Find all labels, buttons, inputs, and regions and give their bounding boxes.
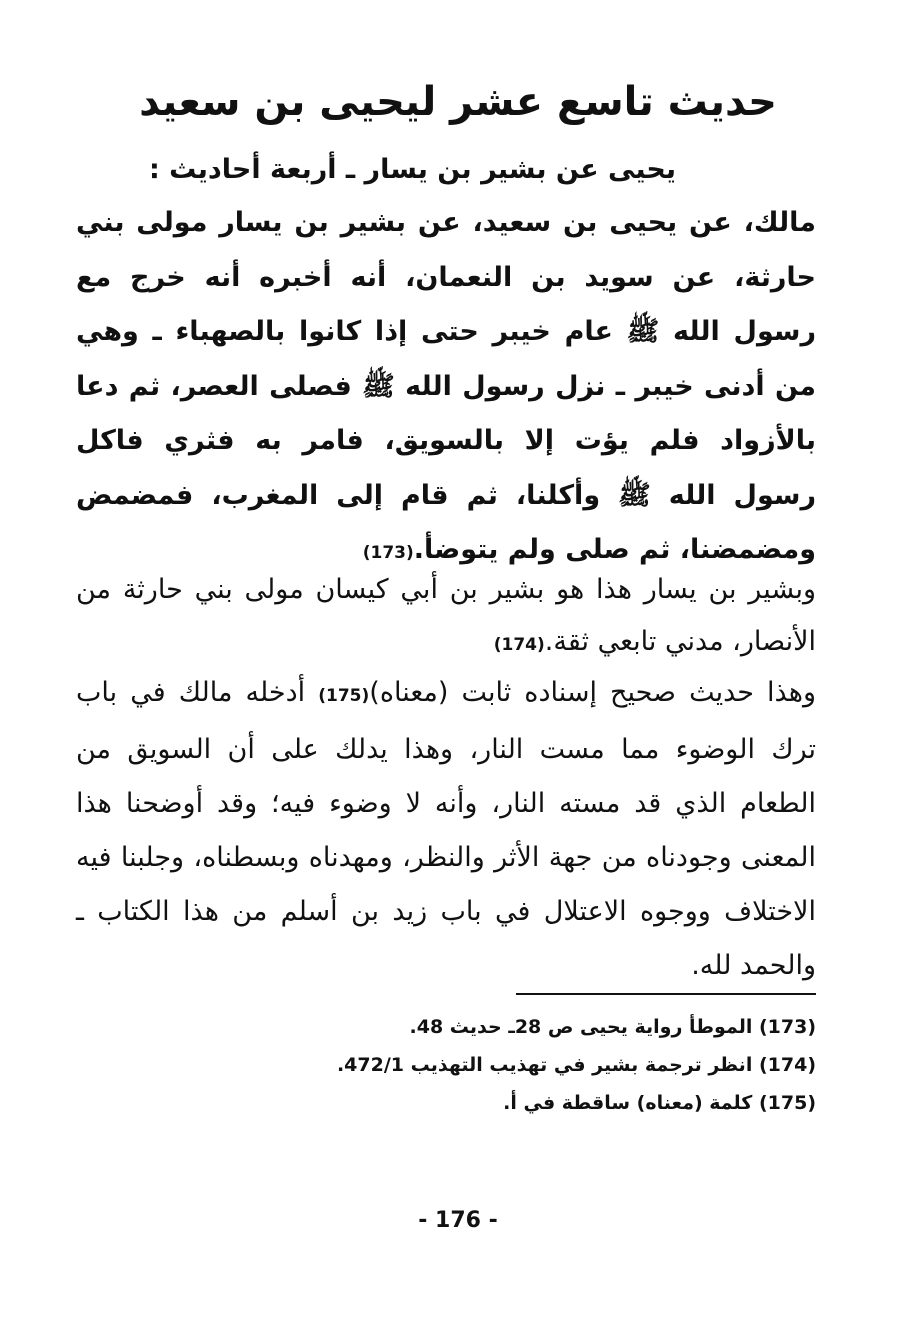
footnote-ref-173: (173) [362,543,414,563]
hadith-text: مالك، عن يحيى بن سعيد، عن بشير بن يسار مولى بني حارثة، عن سويد بن النعمان، أنه أخبره أنه خرج مع رسول الله ﷺ عام خيبر حتى إذا كانوا بالصهباء ـ وهي من أدنى خيبر ـ نزل رسول الله ﷺ فصلى العصر، ثم دعا بالأزواد فلم يؤت إلا بالسويق، فامر به فثري فاكل رسول الله ﷺ وأكلنا، ثم قام إلى المغرب، فمضمض ومضمضنا، ثم صلى ولم يتوضأ. [76,207,816,565]
chapter-title: حديث تاسع عشر ليحيى بن سعيد [139,79,777,125]
commentary-text-before: وهذا حديث صحيح إسناده ثابت (معناه) [369,677,816,708]
narrator-paragraph [76,564,816,671]
page-number: - 176 - [418,1208,498,1233]
chapter-subtitle: يحيى عن بشير بن يسار ـ أربعة أحاديث : [148,154,676,185]
footnote-divider [516,993,816,995]
commentary-paragraph [76,666,816,993]
footnote-174: (174) انظر ترجمة بشير في تهذيب التهذيب 472/1. [336,1054,816,1076]
footnotes [300,1008,816,1122]
commentary-text-after: أدخله مالك في باب ترك الوضوء مما مست النار، وهذا يدلك على أن السويق من الطعام الذي قد مسته النار، وأنه لا وضوء فيه؛ وقد أوضحنا هذا المعنى وجودناه من جهة الأثر والنظر، ومهدناه وبسطناه، وجلبنا فيه الاختلاف ووجوه الاعتلال في باب زيد بن أسلم من هذا الكتاب ـ والحمد لله. [76,677,816,981]
footnote-ref-175: (175) [318,686,370,706]
footnote-175: (175) كلمة (معناه) ساقطة في أ. [503,1092,816,1114]
footnote-ref-174: (174) [493,635,545,655]
narrator-text: وبشير بن يسار هذا هو بشير بن أبي كيسان مولى بني حارثة من الأنصار، مدني تابعي ثقة. [76,574,816,657]
footnote-173: (173) الموطأ رواية يحيى ص 28ـ حديث 48. [409,1016,816,1038]
hadith-paragraph [76,196,816,581]
